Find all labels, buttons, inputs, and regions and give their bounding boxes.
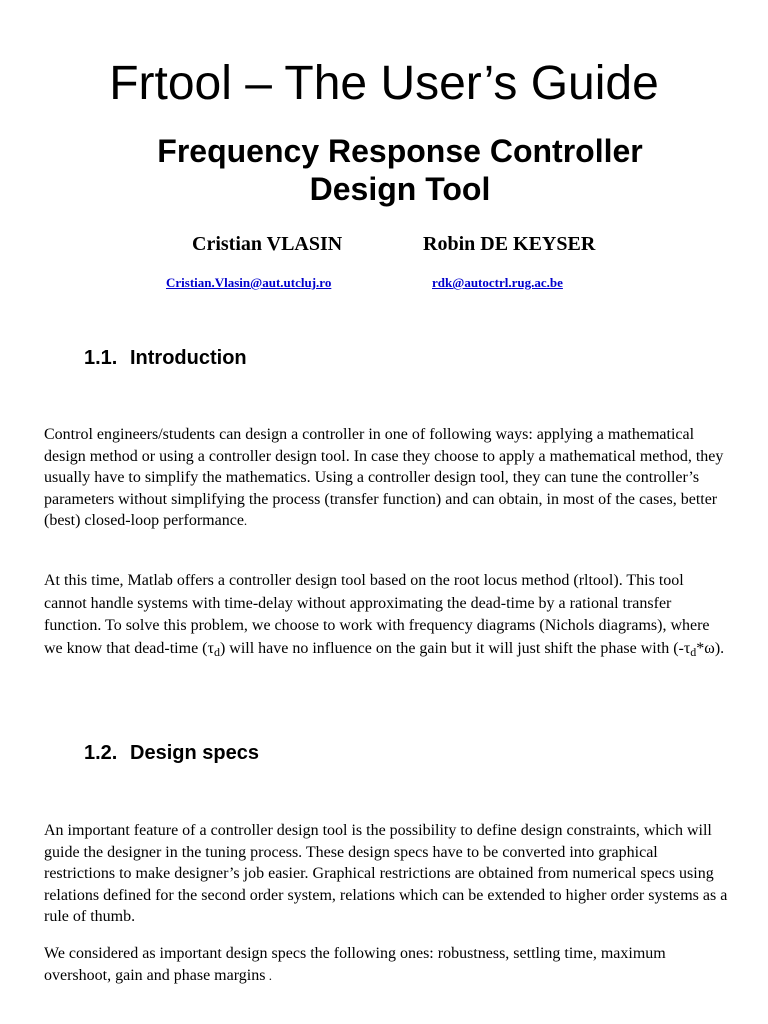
specs-paragraph-2: [44, 943, 730, 986]
section-number: 1.2.: [84, 742, 118, 764]
tau-symbol: τ: [683, 639, 691, 657]
section-title: Design specs: [130, 742, 259, 764]
section-heading-introduction: [84, 345, 247, 371]
author-name-2: Robin DE KEYSER: [423, 233, 596, 255]
document-title: Frtool – The User’s Guide: [109, 57, 659, 110]
intro-paragraph-2: [44, 570, 730, 663]
paragraph-text-a: At this time, Matlab offers a controller design tool based on the root locus method (rltool). This tool cannot handle systems with time-delay without approximating the dead-time by a rational transfer function. To solve this problem, we choose to work with frequency diagrams (Nichols diagrams), where we know that dead-time (: [44, 572, 710, 657]
paragraph-text: We considered as important design specs the following ones: robustness, settling time, maximum overshoot, gain and phase margins: [44, 945, 666, 984]
paragraph-text: Control engineers/students can design a controller in one of following ways: applying a mathematical design method or using a controller design tool. In case they choose to apply a mathematical method, they usually have to simplify the mathematics. Using a controller design tool, they can tune the controller’s parameters without simplifying the process (transfer function) and can obtain, in most of the cases, better (best) closed-loop performance: [44, 426, 724, 530]
paragraph-text-b: ) will have no influence on the gain but it will just shift the phase with (-: [219, 639, 684, 657]
section-heading-design-specs: [84, 740, 259, 766]
paragraph-end: .: [265, 967, 272, 983]
paragraph-end: .: [243, 513, 248, 529]
tau-subscript: d: [213, 644, 220, 659]
author-name-1: Cristian VLASIN: [192, 233, 343, 255]
specs-paragraph-1: An important feature of a controller design tool is the possibility to define design constraints, which will guide the designer in the tuning process. These design specs have to be converted into graphical restrictions to make designer’s job easier. Graphical restrictions are obtained from numerical specs using relations defined for the second order system, relations which can be extended to higher order systems as a rule of thumb.: [44, 822, 728, 926]
paragraph-text-c: *ω).: [696, 639, 725, 657]
intro-paragraph-1: [44, 424, 730, 532]
tau-symbol: τ: [207, 639, 214, 657]
subtitle-line-1: Frequency Response Controller: [157, 133, 643, 169]
tau-subscript: d: [690, 644, 697, 659]
author-email-link-1[interactable]: Cristian.Vlasin@aut.utcluj.ro: [166, 275, 332, 290]
document-subtitle: [0, 132, 768, 208]
author-email-link-2[interactable]: rdk@autoctrl.rug.ac.be: [432, 275, 563, 290]
section-number: 1.1.: [84, 347, 118, 369]
subtitle-line-2: Design Tool: [309, 171, 491, 207]
section-title: Introduction: [130, 347, 247, 369]
